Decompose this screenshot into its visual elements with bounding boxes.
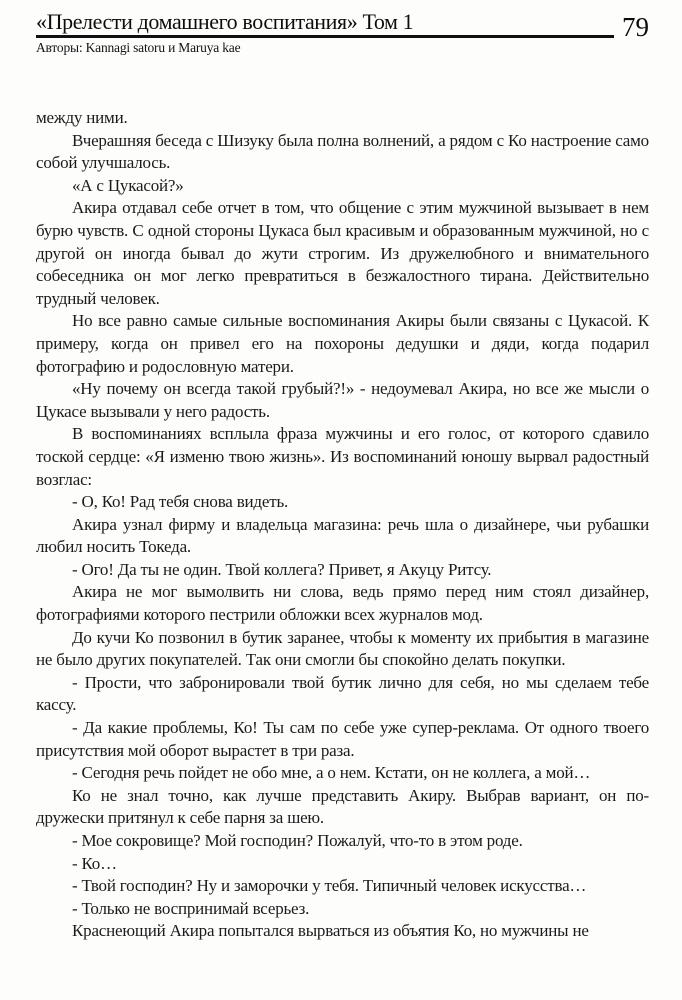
paragraph: До кучи Ко позвонил в бутик заранее, чтобы к моменту их прибытия в магазине не было других покупателей. Так они смогли бы спокойно делать покупки.	[36, 627, 649, 670]
paragraph: - Мое сокровище? Мой господин? Пожалуй, что-то в этом роде.	[72, 831, 523, 850]
title-underline-rule	[36, 10, 614, 38]
paragraph: - Только не воспринимай всерьез.	[72, 898, 310, 918]
page-header	[36, 10, 649, 56]
header-row	[36, 9, 649, 42]
page-body	[36, 107, 649, 943]
paragraph: «А с Цукасой?»	[72, 175, 184, 195]
paragraph: - Прости, что забронировали твой бутик лично для себя, но мы сделаем тебе кассу.	[36, 672, 649, 715]
paragraph: между ними.	[36, 108, 128, 127]
paragraph: - Да какие проблемы, Ко! Ты сам по себе уже супер-реклама. От одного твоего присутствия мой оборот вырастет в три раза.	[36, 718, 649, 760]
paragraph: Краснеющий Акира попытался вырваться из объятия Ко, но мужчины не	[72, 921, 589, 941]
book-title: «Прелести домашнего воспитания» Том 1	[36, 9, 414, 34]
paragraph: Ко не знал точно, как лучше представить Акиру. Выбрав вариант, он по-дружески притянул к себе парня за шею.	[36, 785, 649, 828]
paragraph: - Ко…	[72, 853, 117, 873]
page-number: 79	[622, 12, 649, 42]
paragraph: «Ну почему он всегда такой грубый?!» - недоумевал Акира, но все же мысли о Цукасе вызывали у него радость.	[36, 379, 649, 421]
paragraph: Акира не мог вымолвить ни слова, ведь прямо перед ним стоял дизайнер, фотографиями которого пестрили обложки всех журналов мод.	[36, 582, 649, 625]
paragraph: - О, Ко! Рад тебя снова видеть.	[72, 492, 289, 512]
paragraph: Акира узнал фирму и владельца магазина: речь шла о дизайнере, чьи рубашки любил носить Токеда.	[36, 514, 649, 557]
paragraph: Вчерашняя беседа с Шизуку была полна волнений, а рядом с Ко настроение само собой улучшалось.	[36, 130, 649, 173]
paragraph: В воспоминаниях всплыла фраза мужчины и его голос, от которого сдавило тоской сердце: «Я изменю твою жизнь». Из воспоминаний юношу вырвал радостный возглас:	[36, 424, 649, 489]
paragraph: Но все равно самые сильные воспоминания Акиры были связаны с Цукасой. К примеру, когда он привел его на похороны дедушки и дяди, когда подарил фотографию и родословную матери.	[36, 311, 649, 376]
paragraph: - Твой господин? Ну и заморочки у тебя. Типичный человек искусства…	[72, 876, 587, 896]
paragraph: - Сегодня речь пойдет не обо мне, а о нем. Кстати, он не коллега, а мой…	[72, 763, 591, 783]
authors-line: Авторы: Kannagi satoru и Maruya kae	[36, 40, 241, 55]
paragraph: - Ого! Да ты не один. Твой коллега? Привет, я Акуцу Ритсу.	[72, 559, 492, 579]
paragraph: Акира отдавал себе отчет в том, что общение с этим мужчиной вызывает в нем бурю чувств. С одной стороны Цукаса был красивым и образованным мужчиной, но с другой он иногда бывал до жути строгим. Из дружелюбного и внимательного собеседника он мог легко превратиться в безжалостного тирана. Действительно трудный человек.	[36, 198, 649, 308]
